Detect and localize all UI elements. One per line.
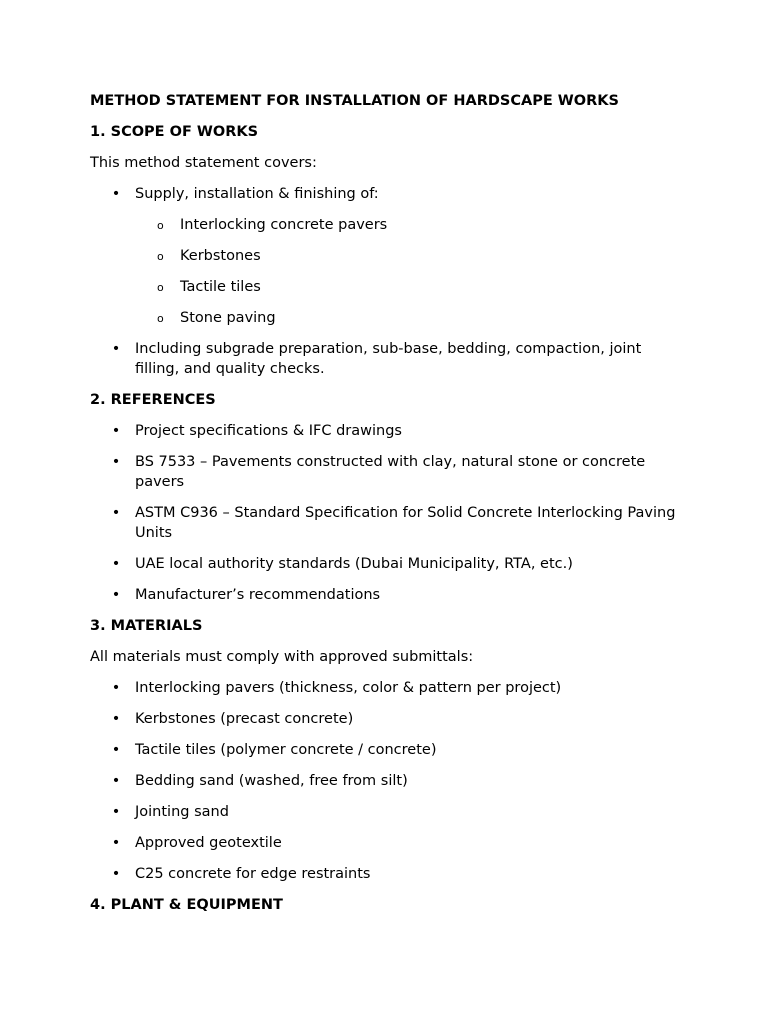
scope-sub-list [135,215,680,328]
sub-bullet-icon: o [157,281,164,294]
list-item-text: UAE local authority standards (Dubai Municipality, RTA, etc.) [135,556,573,572]
list-item-text: Including subgrade preparation, sub-base, bedding, compaction, joint filling, and quality checks. [135,341,642,377]
list-item [90,184,680,328]
list-item-text: Jointing sand [135,804,229,820]
sub-list-item-text: Interlocking concrete pavers [180,217,388,233]
list-item-text: Supply, installation & finishing of: [135,186,379,202]
list-item [90,864,680,884]
section-heading-references: 2. REFERENCES [90,392,216,408]
list-item-text: ASTM C936 – Standard Specification for Solid Concrete Interlocking Paving Units [135,505,676,541]
list-item [90,709,680,729]
list-item [90,802,680,822]
sub-list-item [135,308,680,328]
bullet-icon: • [111,742,121,758]
sub-list-item [135,277,680,297]
list-item-text: Project specifications & IFC drawings [135,423,402,439]
list-item-text: BS 7533 – Pavements constructed with clay, natural stone or concrete pavers [135,454,646,490]
list-item-text: Manufacturer’s recommendations [135,587,381,603]
bullet-icon: • [111,454,121,470]
bullet-icon: • [111,587,121,603]
section-intro-scope: This method statement covers: [90,155,317,171]
list-item [90,771,680,791]
bullet-icon: • [111,556,121,572]
list-item [90,554,680,574]
sub-list-item-text: Kerbstones [180,248,261,264]
list-item [90,678,680,698]
bullet-icon: • [111,835,121,851]
document-title: METHOD STATEMENT FOR INSTALLATION OF HARDSCAPE WORKS [90,93,619,109]
list-item-text: C25 concrete for edge restraints [135,866,371,882]
list-item [90,503,680,543]
list-item [90,585,680,605]
list-item [90,452,680,492]
bullet-icon: • [111,773,121,789]
bullet-icon: • [111,804,121,820]
materials-list [90,678,680,884]
references-list [90,421,680,605]
section-heading-materials: 3. MATERIALS [90,618,203,634]
section-intro-materials: All materials must comply with approved submittals: [90,649,474,665]
list-item-text: Approved geotextile [135,835,282,851]
sub-list-item-text: Tactile tiles [180,279,261,295]
sub-bullet-icon: o [157,312,164,325]
section-heading-scope: 1. SCOPE OF WORKS [90,124,259,140]
sub-bullet-icon: o [157,250,164,263]
sub-list-item [135,215,680,235]
list-item [90,339,680,379]
bullet-icon: • [111,680,121,696]
list-item [90,740,680,760]
list-item [90,421,680,441]
bullet-icon: • [111,341,121,357]
bullet-icon: • [111,505,121,521]
list-item-text: Bedding sand (washed, free from silt) [135,773,408,789]
list-item-text: Tactile tiles (polymer concrete / concrete) [135,742,437,758]
bullet-icon: • [111,866,121,882]
bullet-icon: • [111,711,121,727]
section-heading-plant-equipment: 4. PLANT & EQUIPMENT [90,897,283,913]
sub-list-item [135,246,680,266]
list-item-text: Kerbstones (precast concrete) [135,711,354,727]
list-item-text: Interlocking pavers (thickness, color & pattern per project) [135,680,562,696]
sub-bullet-icon: o [157,219,164,232]
bullet-icon: • [111,186,121,202]
document-page [90,91,680,926]
scope-list [90,184,680,379]
bullet-icon: • [111,423,121,439]
list-item [90,833,680,853]
sub-list-item-text: Stone paving [180,310,276,326]
